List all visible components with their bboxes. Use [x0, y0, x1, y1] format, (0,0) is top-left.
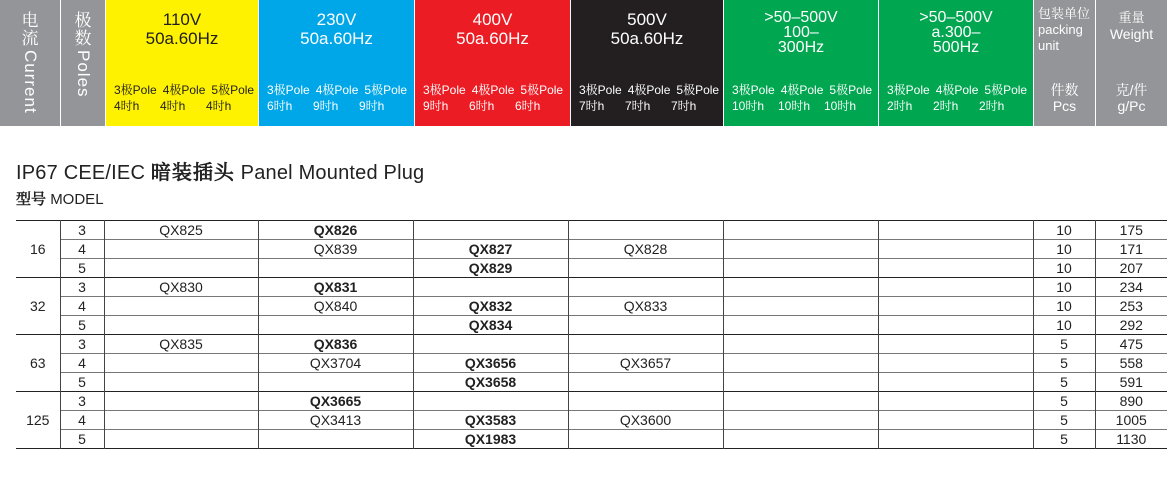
- model-cell: [413, 392, 568, 411]
- model-cell: QX3665: [258, 392, 413, 411]
- model-cell: [258, 316, 413, 335]
- header-hours-label: 7时h: [671, 99, 697, 113]
- packing-cell: 5: [1033, 354, 1095, 373]
- model-cell: [104, 297, 258, 316]
- model-cell: [568, 335, 723, 354]
- header-voltage-label: [879, 10, 1033, 55]
- model-cell: QX829: [413, 259, 568, 278]
- model-cell: QX834: [413, 316, 568, 335]
- header-voltage: 500V: [627, 10, 667, 29]
- header-frequency: 50a.60Hz: [145, 29, 219, 48]
- weight-cell: 292: [1119, 317, 1143, 333]
- header-frequency: 50a.60Hz: [610, 29, 684, 48]
- header-pole-hours: [887, 82, 1029, 114]
- header-pole-hours: [423, 82, 566, 114]
- model-cell: [878, 297, 1033, 316]
- pole-cell: 3: [60, 335, 104, 354]
- header-hours-label: 6时h: [469, 99, 495, 113]
- model-cell: [723, 335, 878, 354]
- model-cell: [104, 240, 258, 259]
- model-cell: QX836: [258, 335, 413, 354]
- model-cell: QX3656: [413, 354, 568, 373]
- model-cell: [413, 335, 568, 354]
- header-poles-column: [61, 0, 105, 126]
- header-frequency: 50a.60Hz: [300, 29, 373, 48]
- header-packing-unit-cn: 件数: [1050, 82, 1079, 98]
- packing-cell: 5: [1033, 430, 1095, 449]
- header-hours-label: 10时h: [732, 99, 765, 113]
- header-packing-column: [1034, 0, 1095, 126]
- weight-cell: 207: [1119, 260, 1143, 276]
- model-cell: [568, 392, 723, 411]
- model-cell: QX3657: [568, 354, 723, 373]
- weight-cell: 175: [1119, 222, 1143, 238]
- header-pole-label: 3极Pole: [887, 83, 930, 97]
- model-cell: [723, 297, 878, 316]
- current-cell: 16: [16, 221, 60, 278]
- weight-cell: 1005: [1115, 412, 1147, 428]
- pole-cell: 5: [60, 373, 104, 392]
- table-row: [16, 240, 1167, 259]
- model-cell: [878, 316, 1033, 335]
- header-voltage: 110V: [162, 10, 202, 29]
- title-cn: 暗装插头: [150, 162, 235, 184]
- model-cell: [568, 221, 723, 240]
- model-cell: [413, 278, 568, 297]
- pole-cell: 3: [60, 392, 104, 411]
- model-cell: [258, 430, 413, 449]
- page-title: [16, 156, 424, 185]
- header-voltage-column: [106, 0, 258, 126]
- header-pole-label: 4极Pole: [162, 83, 206, 97]
- pole-cell: 3: [60, 278, 104, 297]
- header-hours-label: 2时h: [887, 99, 913, 113]
- header-pole-hours: [114, 82, 254, 114]
- model-subtitle: [16, 188, 104, 209]
- spec-header-band: [0, 0, 1167, 126]
- model-cell: [878, 354, 1033, 373]
- model-cell: [258, 373, 413, 392]
- pole-cell: 5: [60, 316, 104, 335]
- packing-cell: 5: [1033, 335, 1095, 354]
- pole-cell: 4: [60, 354, 104, 373]
- model-cell: [104, 259, 258, 278]
- header-voltage-column: [571, 0, 723, 126]
- header-voltage-column: [879, 0, 1033, 126]
- header-frequency: 100–: [783, 24, 819, 41]
- model-cell: [568, 316, 723, 335]
- model-cell: [104, 430, 258, 449]
- table-row: [16, 278, 1167, 297]
- model-cell: [878, 373, 1033, 392]
- model-cell: QX830: [104, 278, 258, 297]
- header-frequency-2: 500Hz: [932, 39, 980, 56]
- packing-cell: 10: [1033, 259, 1095, 278]
- model-cell: QX3583: [413, 411, 568, 430]
- model-cell: [258, 259, 413, 278]
- model-cell: QX825: [104, 221, 258, 240]
- header-current-cn-1: 电: [21, 11, 39, 30]
- header-hours-label: 7时h: [625, 99, 651, 113]
- header-pole-label: 4极Pole: [935, 83, 979, 97]
- table-row: [16, 221, 1167, 240]
- current-cell: 63: [16, 335, 60, 392]
- header-voltage-column: [415, 0, 570, 126]
- header-poles-cn-2: 数: [74, 29, 92, 48]
- header-voltage-column: [259, 0, 414, 126]
- header-pole-label: 3极Pole: [114, 83, 157, 97]
- model-cell: QX839: [258, 240, 413, 259]
- header-voltage-label: [106, 10, 258, 48]
- model-cell: [723, 392, 878, 411]
- subtitle-cn: 型号: [16, 191, 47, 208]
- header-hours-label: 4时h: [206, 99, 232, 113]
- model-cell: [568, 430, 723, 449]
- table-row: [16, 430, 1167, 449]
- header-pole-label: 5极Pole: [984, 83, 1028, 97]
- packing-cell: 10: [1033, 316, 1095, 335]
- header-pole-label: 3极Pole: [732, 83, 775, 97]
- model-cell: [104, 411, 258, 430]
- header-current-en: Current: [21, 50, 40, 114]
- table-row: [16, 335, 1167, 354]
- header-packing-en-1: packing: [1038, 22, 1083, 37]
- header-pole-hours: [267, 82, 410, 114]
- header-voltage-column: [724, 0, 878, 126]
- header-packing-cn: 包装单位: [1038, 6, 1091, 21]
- table-row: [16, 259, 1167, 278]
- header-pole-label: 4极Pole: [780, 83, 824, 97]
- header-hours-label: 9时h: [359, 99, 385, 113]
- model-cell: QX3658: [413, 373, 568, 392]
- header-hours-label: 4时h: [160, 99, 186, 113]
- pole-cell: 4: [60, 297, 104, 316]
- model-cell: [723, 316, 878, 335]
- header-pole-label: 5极Pole: [211, 83, 255, 97]
- packing-cell: 10: [1033, 221, 1095, 240]
- header-frequency-2: 300Hz: [777, 39, 825, 56]
- header-hours-label: 9时h: [423, 99, 449, 113]
- model-cell: QX828: [568, 240, 723, 259]
- header-pole-hours: [579, 82, 719, 114]
- model-cell: [723, 240, 878, 259]
- header-pole-label: 5极Pole: [520, 83, 564, 97]
- model-cell: [723, 278, 878, 297]
- header-pole-hours: [732, 82, 874, 114]
- header-packing-unit-en: Pcs: [1052, 98, 1077, 114]
- model-cell: [878, 221, 1033, 240]
- packing-cell: 10: [1033, 240, 1095, 259]
- header-pole-label: 5极Pole: [829, 83, 873, 97]
- header-voltage: 400V: [472, 10, 513, 29]
- subtitle-en: MODEL: [50, 191, 104, 208]
- table-row: [16, 297, 1167, 316]
- pole-cell: 4: [60, 411, 104, 430]
- header-weight-column: [1096, 0, 1167, 126]
- model-cell: [104, 392, 258, 411]
- model-cell: [878, 335, 1033, 354]
- header-pole-label: 4极Pole: [315, 83, 359, 97]
- header-hours-label: 2时h: [933, 99, 959, 113]
- header-poles-en: Poles: [74, 50, 93, 98]
- header-hours-label: 7时h: [579, 99, 605, 113]
- header-voltage: 230V: [316, 10, 357, 29]
- header-hours-label: 2时h: [979, 99, 1005, 113]
- header-weight-unit-en: g/Pc: [1117, 98, 1146, 114]
- weight-cell: 591: [1119, 374, 1143, 390]
- pole-cell: 5: [60, 430, 104, 449]
- table-row: [16, 392, 1167, 411]
- model-cell: [723, 411, 878, 430]
- model-table: [16, 220, 1167, 449]
- model-cell: [104, 354, 258, 373]
- header-current-cn-2: 流: [21, 29, 39, 48]
- weight-cell: 1130: [1116, 431, 1147, 447]
- header-pole-label: 5极Pole: [676, 83, 720, 97]
- model-cell: QX3704: [258, 354, 413, 373]
- header-weight-en: Weight: [1109, 26, 1154, 42]
- model-cell: QX3600: [568, 411, 723, 430]
- table-row: [16, 316, 1167, 335]
- model-cell: [878, 240, 1033, 259]
- pole-cell: 3: [60, 221, 104, 240]
- title-prefix: IP67 CEE/IEC: [16, 162, 146, 184]
- header-hours-label: 4时h: [114, 99, 140, 113]
- header-pole-label: 5极Pole: [364, 83, 408, 97]
- weight-cell: 475: [1119, 336, 1143, 352]
- header-pole-label: 3极Pole: [267, 83, 310, 97]
- header-pole-label: 4极Pole: [627, 83, 671, 97]
- header-current-column: [0, 0, 60, 126]
- weight-cell: 890: [1119, 393, 1143, 409]
- model-cell: [723, 221, 878, 240]
- model-cell: [723, 259, 878, 278]
- table-row: [16, 411, 1167, 430]
- current-cell: 32: [16, 278, 60, 335]
- header-poles-cn-1: 极: [74, 11, 92, 30]
- pole-cell: 5: [60, 259, 104, 278]
- weight-cell: 253: [1119, 298, 1143, 314]
- packing-cell: 5: [1033, 411, 1095, 430]
- packing-cell: 5: [1033, 392, 1095, 411]
- header-pole-label: 3极Pole: [423, 83, 466, 97]
- model-cell: QX1983: [413, 430, 568, 449]
- header-pole-label: 4极Pole: [471, 83, 515, 97]
- model-cell: [723, 373, 878, 392]
- pole-cell: 4: [60, 240, 104, 259]
- model-cell: [878, 259, 1033, 278]
- header-hours-label: 10时h: [824, 99, 857, 113]
- header-packing-en-2: unit: [1038, 38, 1059, 53]
- weight-cell: 171: [1119, 241, 1143, 257]
- header-voltage-label: [571, 10, 723, 48]
- model-cell: QX835: [104, 335, 258, 354]
- header-hours-label: 10时h: [778, 99, 811, 113]
- model-cell: QX833: [568, 297, 723, 316]
- model-cell: [878, 278, 1033, 297]
- model-cell: [568, 373, 723, 392]
- header-voltage: >50–500V: [919, 9, 993, 26]
- model-cell: QX840: [258, 297, 413, 316]
- packing-cell: 10: [1033, 278, 1095, 297]
- model-cell: QX3413: [258, 411, 413, 430]
- model-cell: [104, 316, 258, 335]
- model-cell: QX827: [413, 240, 568, 259]
- header-frequency: a.300–: [931, 24, 981, 41]
- header-voltage-label: [415, 10, 570, 48]
- model-cell: [878, 411, 1033, 430]
- table-row: [16, 373, 1167, 392]
- header-voltage: >50–500V: [764, 9, 838, 26]
- model-cell: [568, 259, 723, 278]
- header-frequency: 50a.60Hz: [456, 29, 529, 48]
- header-voltage-label: [259, 10, 414, 48]
- model-cell: [878, 392, 1033, 411]
- header-hours-label: 9时h: [313, 99, 339, 113]
- model-cell: [878, 430, 1033, 449]
- header-hours-label: 6时h: [515, 99, 541, 113]
- model-cell: [568, 278, 723, 297]
- weight-cell: 558: [1119, 355, 1143, 371]
- packing-cell: 10: [1033, 297, 1095, 316]
- header-weight-unit-cn: 克/件: [1115, 82, 1148, 98]
- model-cell: [413, 221, 568, 240]
- header-hours-label: 6时h: [267, 99, 293, 113]
- model-cell: [104, 373, 258, 392]
- weight-cell: 234: [1119, 279, 1143, 295]
- title-en: Panel Mounted Plug: [240, 162, 425, 184]
- model-cell: QX832: [413, 297, 568, 316]
- header-voltage-label: [724, 10, 878, 55]
- model-cell: [723, 354, 878, 373]
- header-weight-cn: 重量: [1118, 10, 1145, 25]
- model-cell: QX826: [258, 221, 413, 240]
- current-cell: 125: [16, 392, 60, 449]
- header-pole-label: 3极Pole: [579, 83, 622, 97]
- packing-cell: 5: [1033, 373, 1095, 392]
- model-cell: [723, 430, 878, 449]
- table-row: [16, 354, 1167, 373]
- model-cell: QX831: [258, 278, 413, 297]
